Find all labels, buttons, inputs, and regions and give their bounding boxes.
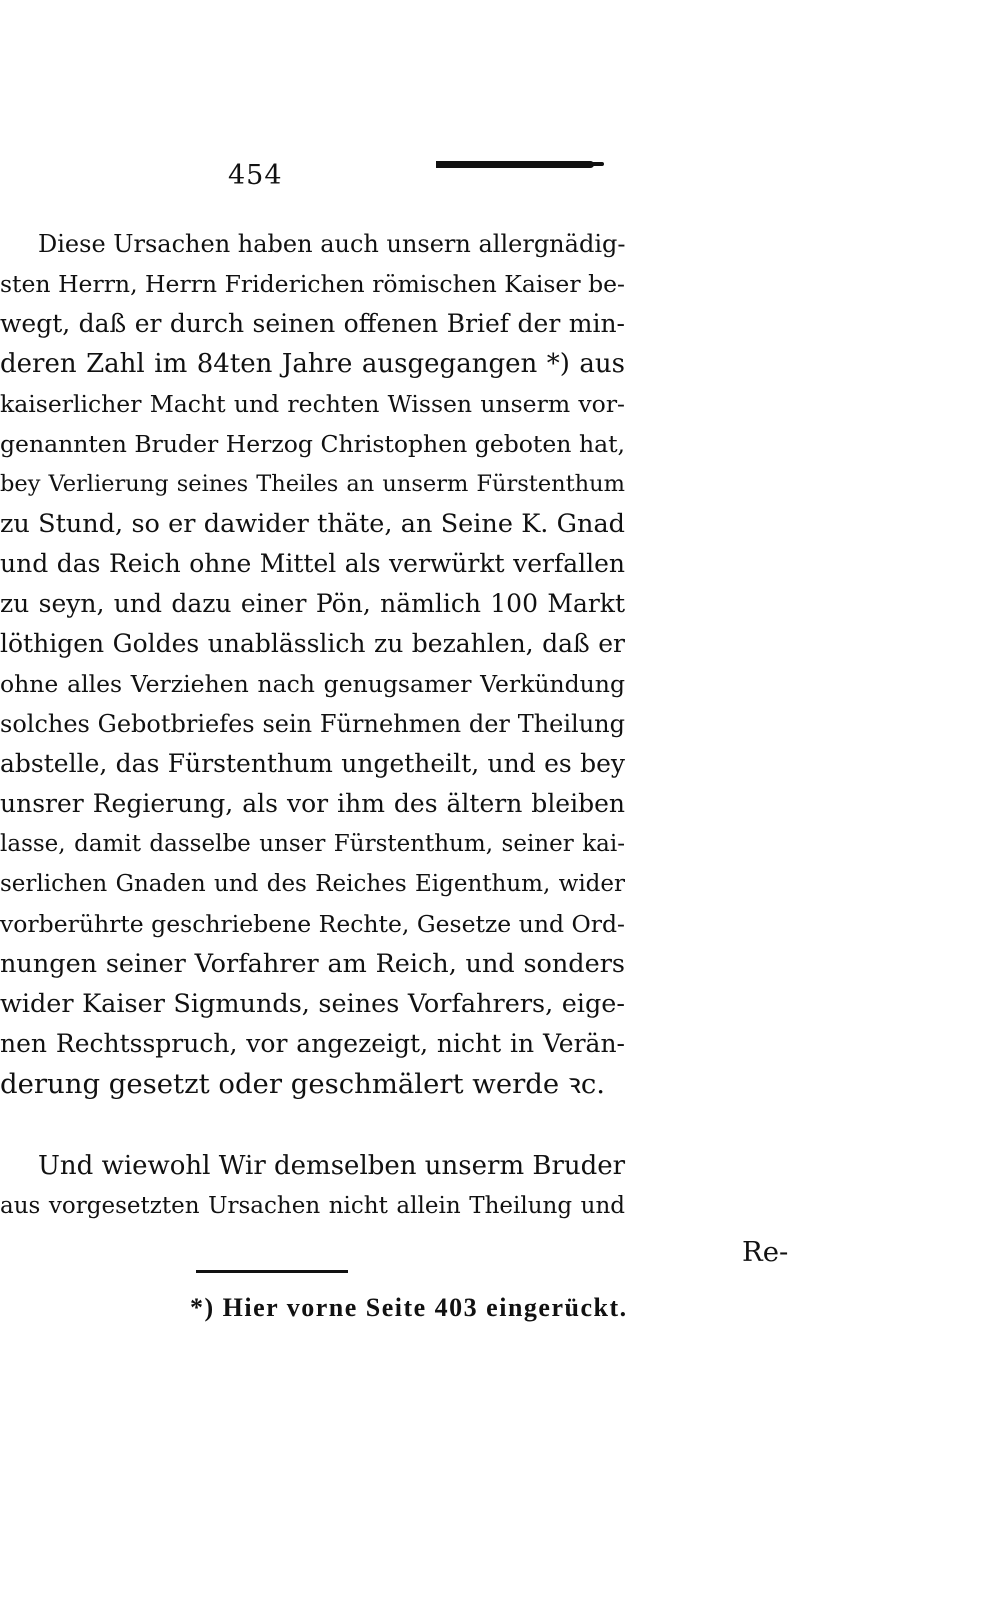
header-rule	[436, 161, 594, 168]
text-line: abstelle, das Fürstenthum ungetheilt, und es bey	[0, 749, 625, 778]
text-line: ohne alles Verziehen nach genugsamer Verkündung	[0, 670, 625, 698]
text-line: wider Kaiser Sigmunds, seines Vorfahrers, eige-	[0, 989, 625, 1019]
text-line: Und wiewohl Wir demselben unserm Bruder	[38, 1151, 626, 1181]
text-line: lasse, damit dasselbe unser Fürstenthum, seiner kai-	[0, 831, 625, 857]
text-line: unsrer Regierung, als vor ihm des ältern bleiben	[0, 789, 625, 818]
text-line: löthigen Goldes unablässlich zu bezahlen, daß er	[0, 629, 625, 658]
text-line: und das Reich ohne Mittel als verwürkt verfallen	[0, 549, 625, 578]
text-line: serlichen Gnaden und des Reiches Eigenthum, wider	[0, 871, 625, 897]
text-line: zu Stund, so er dawider thäte, an Seine K. Gnad	[0, 509, 625, 539]
text-line: vorberührte geschriebene Rechte, Gesetze und Ord-	[0, 910, 625, 938]
text-line: nungen seiner Vorfahrer am Reich, und sonders	[0, 949, 625, 979]
text-line: solches Gebotbriefes sein Fürnehmen der Theilung	[0, 710, 625, 738]
text-line: Diese Ursachen haben auch unsern allergnädig-	[38, 230, 626, 258]
page-number: 454	[228, 160, 283, 191]
text-line: zu seyn, und dazu einer Pön, nämlich 100 Markt	[0, 589, 625, 618]
text-line: genannten Bruder Herzog Christophen geboten hat,	[0, 430, 625, 458]
catchword: Re-	[742, 1236, 789, 1268]
text-line: deren Zahl im 84ten Jahre ausgegangen *) aus	[0, 349, 625, 379]
text-line: kaiserlicher Macht und rechten Wissen unserm vor-	[0, 390, 625, 418]
text-line: wegt, daß er durch seinen offenen Brief der min-	[0, 309, 625, 338]
text-line: sten Herrn, Herrn Friderichen römischen Kaiser be-	[0, 270, 625, 298]
footnote: *) Hier vorne Seite 403 eingerückt.	[190, 1293, 628, 1322]
text-line: nen Rechtsspruch, vor angezeigt, nicht in Verän-	[0, 1029, 625, 1058]
text-line: aus vorgesetzten Ursachen nicht allein Theilung und	[0, 1193, 625, 1219]
footnote-rule	[196, 1270, 348, 1273]
text-line: derung gesetzt oder geschmälert werde ꝛc.	[0, 1068, 606, 1100]
text-line: bey Verlierung seines Theiles an unserm Fürstenthum	[0, 471, 625, 497]
